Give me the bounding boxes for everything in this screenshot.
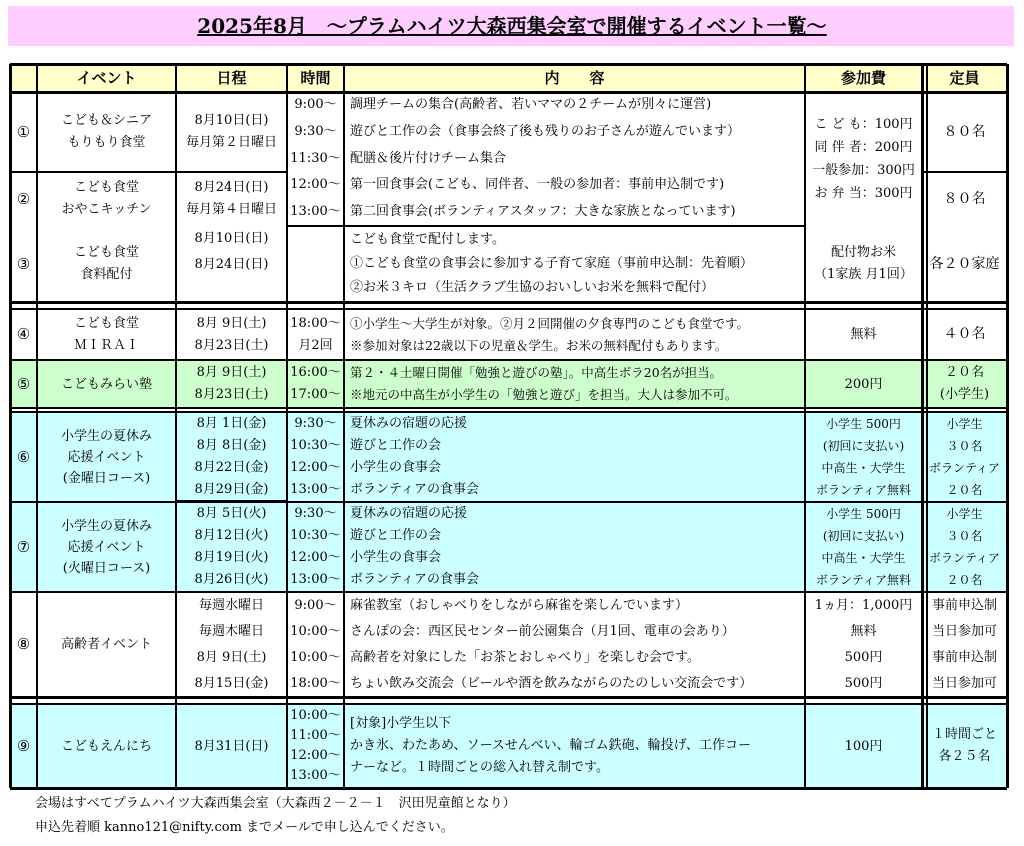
row-number: ④ [16, 325, 31, 343]
capacity-line: ボランティア [928, 551, 1001, 565]
capacity-line: ３０名 [946, 439, 983, 453]
schedule-line: 毎月第４日曜日 [185, 202, 277, 217]
time-slots [287, 412, 344, 502]
fee-line: 一般参加：300円 [812, 163, 915, 178]
schedule [176, 502, 287, 592]
fee-line: 同 伴 者：200円 [814, 140, 913, 155]
event-name [37, 309, 176, 360]
time-slots [287, 502, 344, 592]
time-slots-line: 10:00～ [290, 649, 341, 665]
capacity-line: 事前申込制 [931, 597, 997, 613]
capacity [922, 704, 1007, 788]
time-slots-line: 12:00～ [290, 460, 341, 475]
content-line: ※参加対象は22歳以下の児童＆学生。お米の無料配付もあります。 [350, 337, 728, 353]
schedule [176, 412, 287, 502]
schedule-line: 毎週水曜日 [198, 597, 264, 613]
time-slots-line: 9:30～ [294, 416, 337, 431]
row-number: ③ [16, 254, 31, 273]
event-name [37, 412, 176, 502]
content [344, 226, 805, 302]
capacity [922, 592, 1007, 697]
schedule [176, 309, 287, 360]
schedule [176, 92, 287, 172]
time-slots-line: 10:30～ [290, 528, 341, 543]
content-line: 高齢者を対象にした「お茶とおしゃべり」を楽しむ会です。 [350, 649, 700, 665]
header-time: 時間 [300, 68, 331, 87]
event-name-line: こどもみらい塾 [60, 376, 152, 392]
fee-line: こ ど も：100円 [814, 117, 913, 132]
content [344, 704, 805, 788]
table-rule [10, 308, 1007, 310]
row-number: ⑤ [16, 374, 31, 393]
content-line: 小学生の食事会 [350, 550, 442, 565]
content-line: 第二回食事会(ボランティアスタッフ：大きな家族となっています) [350, 204, 736, 220]
fee-line: 500円 [844, 675, 883, 691]
schedule-line: 8月29日(金) [194, 482, 269, 497]
schedule [176, 172, 287, 226]
content [344, 412, 805, 502]
fee [805, 502, 922, 592]
table-rule [10, 359, 1007, 361]
time-slots-line: 13:00～ [290, 768, 341, 783]
time-slots-line: 17:00～ [290, 387, 341, 402]
capacity-line: 事前申込制 [931, 649, 997, 665]
table-rule [10, 407, 1007, 409]
event-name [37, 704, 176, 788]
time-slots [287, 92, 344, 226]
time-slots-line: 10:30～ [290, 438, 341, 453]
table-rule [10, 696, 1007, 699]
time-slots-line: 12:00～ [290, 177, 341, 193]
row-number: ⑧ [16, 635, 31, 653]
content-line: ①小学生～大学生が対象。②月２回開催の夕食専門のこども食堂です。 [350, 315, 750, 331]
capacity: ８０名 [943, 190, 986, 207]
schedule-line: 8月10日(日) [194, 113, 269, 128]
time-slots [287, 592, 344, 697]
content [344, 592, 805, 697]
time-slots-line: 9:30～ [294, 123, 337, 139]
table-rule [10, 91, 1007, 94]
schedule-line: 8月23日(土) [194, 337, 269, 353]
content-line: 第一回食事会(こども、同伴者、一般の参加者：事前申込制です) [350, 177, 725, 193]
header-event: イベント [76, 68, 137, 87]
header-capacity: 定員 [949, 68, 980, 87]
capacity-line: (小学生) [939, 387, 990, 402]
event-name-line: おやこキッチン [61, 202, 152, 217]
content-line: こども食堂で配付します。 [350, 232, 505, 247]
event-name-line: こども食堂 [73, 315, 139, 331]
schedule-line: 毎週木曜日 [198, 623, 264, 639]
event-name-line: もりもり食堂 [67, 135, 146, 150]
table-rule [10, 301, 1007, 304]
time-slots-line: 13:00～ [290, 572, 341, 587]
event-name [37, 92, 176, 172]
header-schedule: 日程 [216, 68, 247, 87]
content-line: 配膳＆後片付けチーム集合 [350, 150, 507, 166]
event-name-line: ＭＩＲＡＩ [73, 337, 139, 353]
time-slots-line: 11:00～ [290, 728, 341, 743]
header-content: 内 容 [544, 68, 605, 87]
capacity: ８０名 [943, 123, 986, 140]
row-number: ⑦ [16, 537, 31, 556]
content-line: ナーなど。１時間ごとの総入れ替え制です。 [350, 760, 609, 775]
capacity [922, 360, 1007, 408]
event-name-line: 小学生の夏休み [60, 428, 152, 444]
fee [805, 92, 922, 226]
table-rule [10, 63, 1007, 66]
page-title: 2025年8月 ～プラムハイツ大森西集会室で開催するイベント一覧～ [197, 14, 827, 38]
content-line: ②お米３キロ（生活クラブ生協のおいしいお米を無料で配付） [350, 280, 715, 295]
time-slots-line: 18:00～ [290, 315, 341, 331]
table-rule [176, 500, 287, 501]
time-slots-line: 9:30～ [294, 506, 337, 521]
fee: 無料 [850, 327, 877, 342]
table-rule [10, 591, 1007, 594]
event-name [37, 226, 176, 302]
schedule-line: 8月 8日(金) [196, 438, 267, 453]
fee-line: ボランティア無料 [815, 573, 912, 587]
event-name-line: 応援イベント [67, 449, 146, 465]
table-rule [921, 64, 924, 788]
event-name-line: こども食堂 [73, 245, 139, 260]
capacity-line: 小学生 [946, 507, 983, 521]
header-fee: 参加費 [840, 68, 886, 87]
fee-line: ボランティア無料 [815, 483, 912, 497]
fee-line: (初回に支払い) [822, 529, 905, 543]
capacity: ４０名 [943, 326, 986, 342]
content-line: [対象]小学生以下 [350, 716, 452, 731]
table-rule [10, 411, 1007, 413]
event-name-line: こどもえんにち [60, 738, 152, 754]
header-no [10, 64, 37, 92]
time-slots-line: 11:30～ [290, 150, 341, 166]
event-name-line: 高齢者イベント [60, 637, 152, 652]
event-name-line: こども＆シニア [60, 113, 152, 128]
event-name [37, 360, 176, 408]
table-rule [287, 225, 805, 226]
capacity [922, 412, 1007, 502]
schedule [176, 592, 287, 697]
schedule-line: 8月26日(火) [194, 572, 269, 587]
event-name-line: 小学生の夏休み [60, 518, 152, 534]
fee-line: 1ヵ月：1,000円 [814, 597, 913, 613]
schedule [176, 226, 287, 302]
fee-line: 無料 [850, 623, 877, 639]
capacity-line: ２０名 [944, 365, 984, 380]
content-line: 遊びと工作の会 [350, 438, 442, 453]
fee-line: 配付物お米 [830, 245, 896, 260]
schedule-line: 8月24日(日) [194, 257, 269, 272]
event-name-line: 応援イベント [67, 539, 146, 555]
content-line: 第２・４土曜日開催「勉強と遊びの塾」。中高生ボラ20名が担当。 [350, 365, 723, 380]
fee-line: 中高生・大学生 [821, 461, 906, 475]
fee-line: (初回に支払い) [822, 439, 905, 453]
schedule-line: 毎月第２日曜日 [185, 135, 277, 150]
fee [805, 412, 922, 502]
capacity-line: ボランティア [928, 461, 1001, 475]
capacity-line: 小学生 [946, 417, 983, 431]
schedule-line: 8月19日(火) [194, 550, 269, 565]
schedule [176, 704, 287, 788]
schedule-line: 8月 1日(金) [196, 416, 267, 431]
event-name-line: (金曜日コース) [62, 470, 151, 486]
content-line: ①こども食堂の食事会に参加する子育て家庭（事前申込制：先着順） [350, 256, 754, 271]
table-rule [9, 64, 12, 788]
content-line: 夏休みの宿題の応援 [350, 416, 468, 431]
fee-line: 中高生・大学生 [821, 551, 906, 565]
fee-line: 小学生 500円 [826, 507, 901, 521]
time-slots-line: 10:00～ [290, 708, 341, 723]
event-name [37, 592, 176, 697]
fee: 100円 [844, 738, 883, 754]
row-number: ⑨ [16, 736, 31, 755]
capacity-line: ３０名 [946, 529, 983, 543]
table-rule [926, 64, 928, 788]
content-line: 遊びと工作の会（食事会終了後も残りのお子さんが遊んでいます） [350, 123, 741, 139]
footer-apply: 申込先着順 kanno121@nifty.com までメールで申し込んでください。 [35, 820, 454, 835]
content-line: 遊びと工作の会 [350, 528, 442, 543]
content-line: 小学生の食事会 [350, 460, 442, 475]
content-line: ※地元の中高生が小学生の「勉強と遊び」を担当。大人は参加不可。 [350, 387, 738, 402]
content [344, 502, 805, 592]
schedule-line: 8月12日(火) [194, 528, 269, 543]
capacity [922, 502, 1007, 592]
schedule-line: 8月 5日(火) [196, 506, 267, 521]
time-slots-line: 18:00～ [290, 675, 341, 691]
time-slots-line: 9:00～ [294, 97, 337, 112]
content-line: 麻雀教室（おしゃべりをしながら麻雀を楽しんでいます） [350, 597, 689, 613]
schedule-line: 8月23日(土) [194, 387, 269, 402]
fee: 200円 [844, 376, 883, 392]
time-slots-line: 10:00～ [290, 623, 341, 639]
content-line: かき氷、わたあめ、ソースせんべい、輪ゴム鉄砲、輪投げ、工作コー [350, 738, 752, 753]
content-line: ボランティアの食事会 [350, 572, 479, 587]
content-line: ボランティアの食事会 [350, 482, 479, 497]
schedule-line: 8月31日(日) [194, 738, 269, 754]
capacity-line: ２０名 [946, 573, 983, 587]
capacity-line: 当日参加可 [931, 623, 997, 639]
time-slots [287, 360, 344, 408]
event-name [37, 502, 176, 592]
event-name-line: こども食堂 [73, 180, 139, 195]
fee [805, 592, 922, 697]
event-name-line: (火曜日コース) [62, 560, 151, 576]
time-slots [287, 309, 344, 360]
capacity-line: ２０名 [946, 483, 983, 497]
capacity-line: １時間ごと [931, 727, 997, 742]
content-line: ちょい飲み交流会（ビールや酒を飲みながらのたのしい交流会です） [350, 675, 753, 691]
schedule-line: 8月 9日(土) [196, 315, 267, 331]
row-number: ② [16, 189, 31, 208]
time-slots-line: 13:00～ [290, 204, 341, 220]
table-rule [804, 64, 805, 788]
table-rule [175, 64, 178, 788]
content-line: さんぽの会：西区民センター前公園集合（月1回、電車の会あり） [350, 623, 735, 639]
table-rule [922, 171, 1007, 172]
table-rule [1006, 64, 1009, 788]
content [344, 360, 805, 408]
time-slots-line: 12:00～ [290, 550, 341, 565]
row-number: ① [16, 122, 31, 141]
event-name [37, 172, 176, 226]
table-rule [343, 64, 346, 788]
time-slots-line: 16:00～ [290, 365, 341, 380]
fee-line: お 弁 当：300円 [814, 186, 913, 201]
table-rule [10, 703, 1007, 706]
table-rule [286, 64, 289, 788]
content [344, 92, 805, 226]
schedule-line: 8月22日(金) [194, 460, 269, 475]
footer-venue: 会場はすべてプラムハイツ大森西集会室（大森西２－２－１ 沢田児童館となり） [35, 796, 516, 811]
time-slots-line: 9:00～ [294, 597, 337, 613]
capacity-line: 各２５名 [938, 749, 991, 764]
event-name-line: 食料配付 [80, 267, 133, 282]
fee [805, 226, 922, 302]
content-line: 調理チームの集合(高齢者、若いママの２チームが別々に運営) [350, 97, 712, 112]
table-rule [36, 64, 39, 788]
table-rule [10, 501, 1007, 502]
table-rule [10, 787, 1007, 790]
fee-line: 小学生 500円 [826, 417, 901, 431]
schedule-line: 8月 9日(土) [196, 365, 267, 380]
time-slots [287, 704, 344, 788]
time-slots-line: 13:00～ [290, 482, 341, 497]
schedule [176, 360, 287, 408]
content [344, 309, 805, 360]
schedule-line: 8月15日(金) [194, 675, 269, 691]
time-slots-line: 12:00～ [290, 748, 341, 763]
fee-line: （1家族 月1回） [814, 267, 913, 282]
time-slots-line: 月2回 [298, 337, 333, 353]
capacity: 各２０家庭 [929, 255, 1000, 272]
schedule-line: 8月10日(日) [194, 231, 269, 246]
capacity-line: 当日参加可 [931, 675, 997, 691]
schedule-line: 8月 9日(土) [196, 649, 267, 665]
schedule-line: 8月24日(日) [194, 180, 269, 195]
content-line: 夏休みの宿題の応援 [350, 506, 468, 521]
table-rule [10, 171, 287, 172]
fee-line: 500円 [844, 649, 883, 665]
row-number: ⑥ [16, 447, 31, 466]
